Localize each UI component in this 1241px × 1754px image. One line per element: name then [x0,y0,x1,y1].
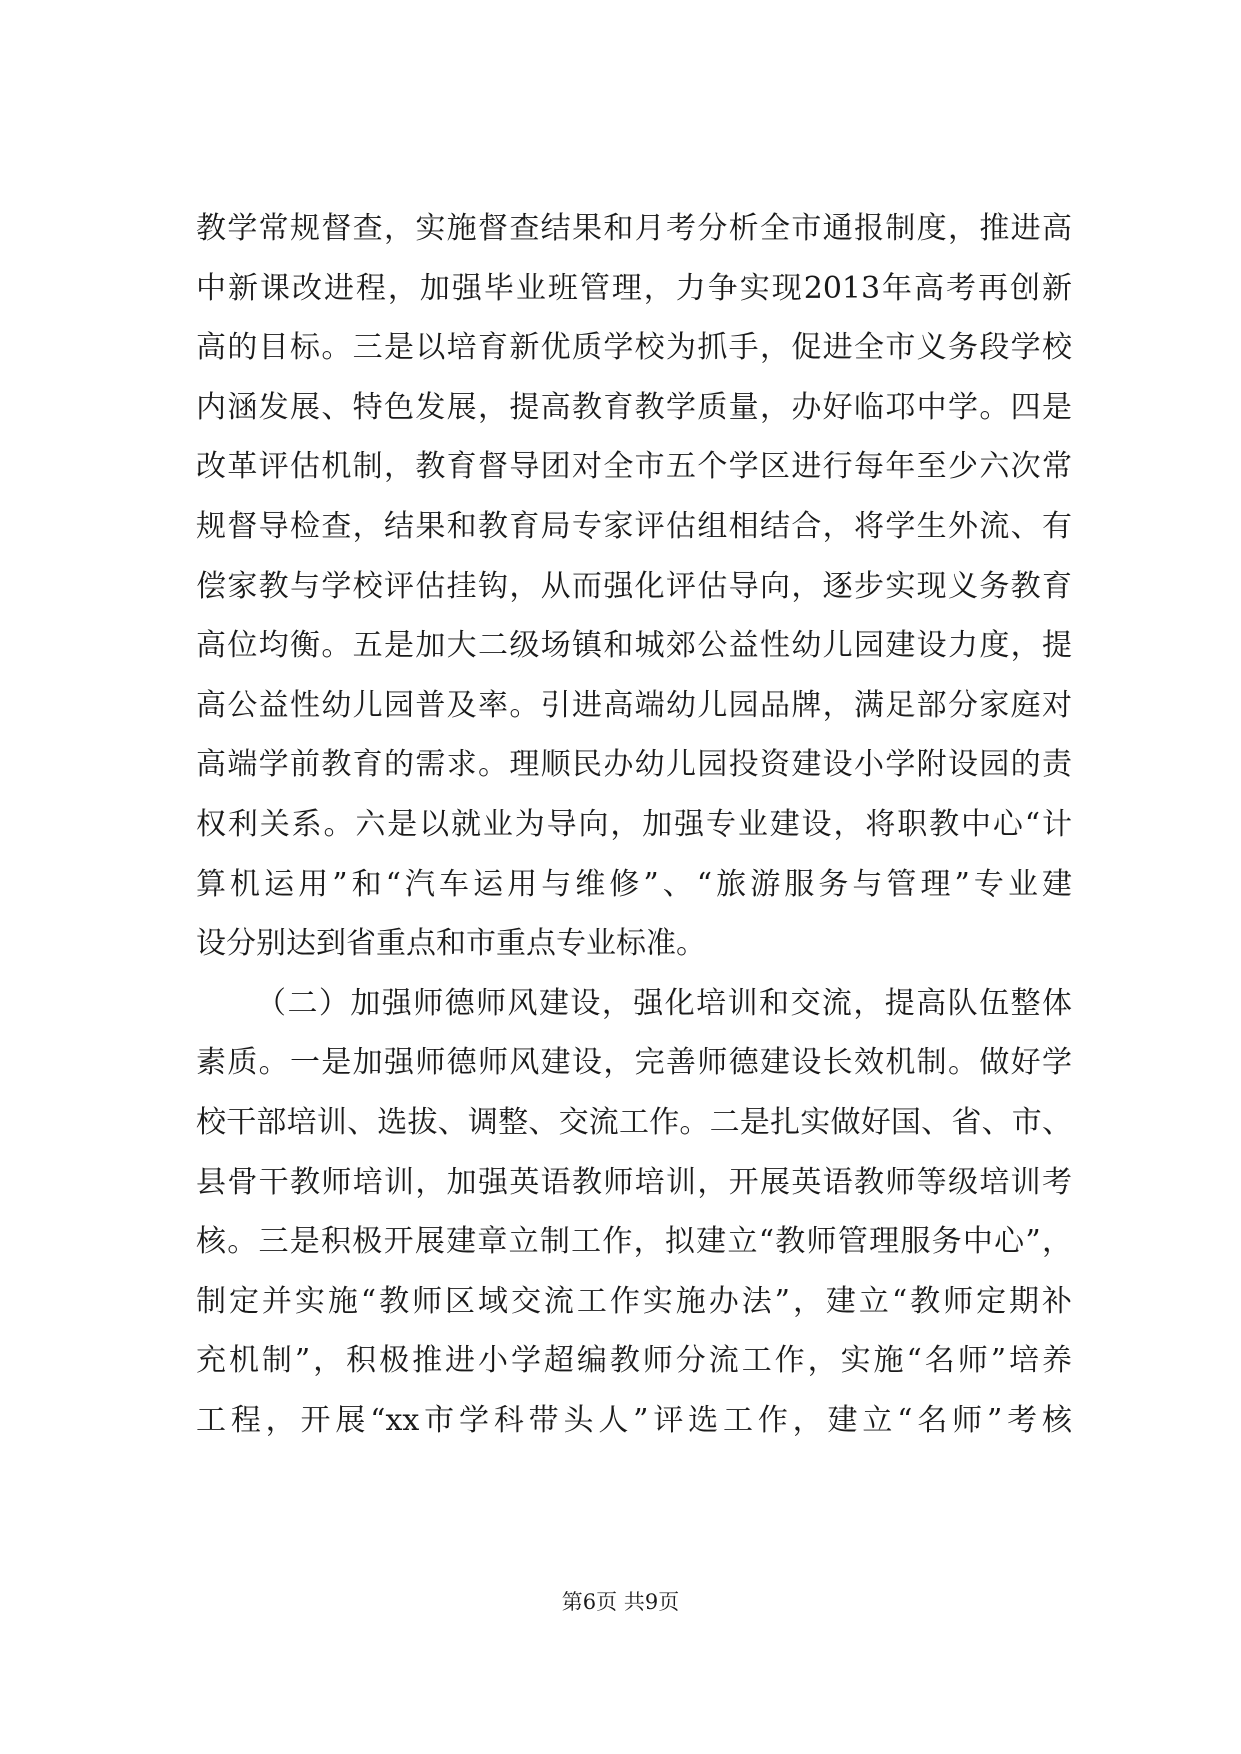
text-line: 充机制”，积极推进小学超编教师分流工作，实施“名师”培养 [196,1343,1072,1379]
text-line: 高的目标。三是以培育新优质学校为抓手，促进全市义务段学校 [196,330,1072,366]
text-line: 校干部培训、选拔、调整、交流工作。二是扎实做好国、省、市、 [196,1104,1072,1140]
paragraph-end-line: 设分别达到省重点和市重点专业标准。 [196,926,706,962]
text-line: 权利关系。六是以就业为导向，加强专业建设，将职教中心“计 [196,806,1072,842]
text-line: 偿家教与学校评估挂钩，从而强化评估导向，逐步实现义务教育 [196,568,1072,604]
text-line: 规督导检查，结果和教育局专家评估组相结合，将学生外流、有 [196,508,1072,544]
body-text [196,199,1072,1450]
page-number-footer: 第6页 共9页 [561,1590,680,1614]
text-line: 工程，开展“xx市学科带头人”评选工作，建立“名师”考核 [196,1402,1072,1438]
text-line: 改革评估机制，教育督导团对全市五个学区进行每年至少六次常 [196,449,1072,485]
text-line: 教学常规督查，实施督查结果和月考分析全市通报制度，推进高 [196,211,1072,246]
text-line: 县骨干教师培训，加强英语教师培训，开展英语教师等级培训考 [196,1164,1072,1200]
text-line: 高公益性幼儿园普及率。引进高端幼儿园品牌，满足部分家庭对 [196,687,1072,723]
text-line: 高位均衡。五是加大二级场镇和城郊公益性幼儿园建设力度，提 [196,628,1072,664]
text-line: 素质。一是加强师德师风建设，完善师德建设长效机制。做好学 [196,1045,1072,1081]
section-heading-line: （二）加强师德师风建设，强化培训和交流，提高队伍整体 [256,985,1072,1021]
text-line: 制定并实施“教师区域交流工作实施办法”，建立“教师定期补 [196,1283,1072,1319]
text-line: 高端学前教育的需求。理顺民办幼儿园投资建设小学附设园的责 [196,747,1072,783]
text-line: 中新课改进程，加强毕业班管理，力争实现2013年高考再创新 [196,270,1072,306]
text-line: 核。三是积极开展建章立制工作，拟建立“教师管理服务中心”， [196,1224,1072,1260]
text-line: 算机运用”和“汽车运用与维修”、“旅游服务与管理”专业建 [196,866,1072,902]
text-line: 内涵发展、特色发展，提高教育教学质量，办好临邛中学。四是 [196,389,1072,425]
